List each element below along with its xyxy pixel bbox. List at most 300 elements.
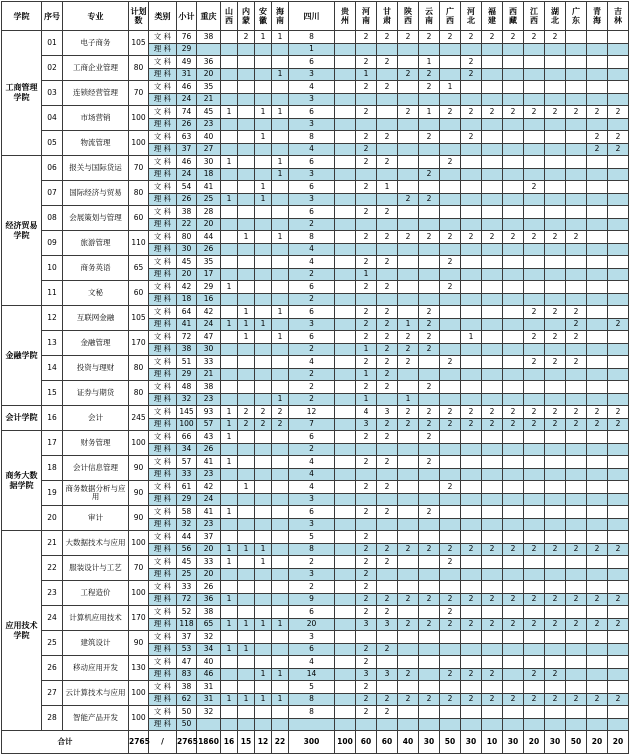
value-cell: 2 — [419, 31, 440, 44]
value-cell — [503, 668, 524, 681]
value-cell — [356, 43, 377, 56]
value-cell — [482, 43, 503, 56]
value-cell — [587, 506, 608, 519]
value-cell — [566, 168, 587, 181]
major-no: 14 — [42, 356, 63, 381]
category-cell: 理 科 — [149, 418, 177, 431]
value-cell: 56 — [177, 543, 197, 556]
value-cell — [398, 443, 419, 456]
plan-count: 105 — [129, 31, 149, 56]
value-cell — [503, 181, 524, 194]
value-cell — [545, 131, 566, 144]
value-cell — [255, 206, 272, 219]
value-cell — [238, 368, 255, 381]
value-cell: 2 — [356, 143, 377, 156]
value-cell: 2 — [419, 231, 440, 244]
value-cell — [608, 681, 629, 694]
value-cell — [608, 706, 629, 719]
header-cell: 学院 — [2, 2, 42, 31]
value-cell — [238, 656, 255, 669]
value-cell — [398, 606, 419, 619]
value-cell — [545, 368, 566, 381]
header-cell: 江 西 — [524, 2, 545, 31]
value-cell: 2 — [566, 306, 587, 319]
value-cell: 28 — [197, 206, 221, 219]
college-name: 会计学院 — [2, 406, 42, 431]
major-name: 金融管理 — [63, 331, 129, 356]
table-row — [2, 81, 629, 94]
value-cell: 20 — [197, 218, 221, 231]
value-cell — [440, 431, 461, 444]
value-cell — [272, 531, 289, 544]
value-cell — [503, 243, 524, 256]
value-cell — [524, 718, 545, 731]
value-cell — [503, 68, 524, 81]
value-cell — [545, 681, 566, 694]
value-cell — [398, 656, 419, 669]
value-cell — [587, 643, 608, 656]
value-cell — [461, 206, 482, 219]
table-row — [2, 681, 629, 694]
value-cell: 2 — [289, 343, 335, 356]
plan-count: 80 — [129, 181, 149, 206]
value-cell: 2 — [419, 431, 440, 444]
major-no: 21 — [42, 531, 63, 556]
value-cell: 1 — [238, 618, 255, 631]
value-cell: 33 — [197, 356, 221, 369]
value-cell: 2 — [377, 256, 398, 269]
value-cell: 33 — [177, 468, 197, 481]
value-cell: 2 — [356, 606, 377, 619]
value-cell: 2 — [356, 206, 377, 219]
total-cell: 50 — [440, 731, 461, 754]
category-cell: 理 科 — [149, 93, 177, 106]
value-cell — [335, 668, 356, 681]
value-cell — [524, 531, 545, 544]
value-cell: 2 — [356, 581, 377, 594]
value-cell: 2 — [587, 693, 608, 706]
value-cell: 2 — [356, 356, 377, 369]
value-cell: 2 — [419, 81, 440, 94]
category-cell: 理 科 — [149, 193, 177, 206]
plan-count: 170 — [129, 606, 149, 631]
value-cell — [440, 43, 461, 56]
value-cell — [419, 356, 440, 369]
major-name: 服装设计与工艺 — [63, 556, 129, 581]
value-cell: 23 — [197, 468, 221, 481]
value-cell — [238, 668, 255, 681]
value-cell — [503, 56, 524, 69]
value-cell — [398, 118, 419, 131]
value-cell: 2 — [356, 106, 377, 119]
value-cell — [587, 568, 608, 581]
value-cell: 2 — [398, 343, 419, 356]
value-cell — [566, 631, 587, 644]
category-cell: 理 科 — [149, 118, 177, 131]
value-cell — [524, 293, 545, 306]
value-cell: 44 — [197, 231, 221, 244]
plan-count: 245 — [129, 406, 149, 431]
major-name: 会计 — [63, 406, 129, 431]
value-cell — [608, 81, 629, 94]
value-cell — [335, 381, 356, 394]
value-cell — [419, 43, 440, 56]
value-cell: 2 — [398, 406, 419, 419]
value-cell — [272, 631, 289, 644]
value-cell: 2 — [419, 306, 440, 319]
value-cell — [608, 631, 629, 644]
value-cell — [272, 81, 289, 94]
value-cell — [255, 168, 272, 181]
value-cell — [461, 493, 482, 506]
value-cell — [335, 681, 356, 694]
value-cell — [238, 468, 255, 481]
value-cell — [272, 268, 289, 281]
value-cell: 41 — [197, 456, 221, 469]
value-cell — [566, 281, 587, 294]
value-cell — [335, 518, 356, 531]
value-cell: 38 — [177, 681, 197, 694]
value-cell: 66 — [177, 431, 197, 444]
value-cell — [587, 318, 608, 331]
value-cell — [335, 581, 356, 594]
value-cell — [398, 281, 419, 294]
value-cell — [335, 143, 356, 156]
value-cell — [197, 718, 221, 731]
value-cell: 4 — [289, 256, 335, 269]
value-cell — [482, 306, 503, 319]
value-cell: 6 — [289, 281, 335, 294]
value-cell: 32 — [197, 631, 221, 644]
value-cell — [566, 443, 587, 456]
value-cell — [255, 256, 272, 269]
value-cell — [377, 293, 398, 306]
value-cell — [461, 256, 482, 269]
value-cell — [335, 331, 356, 344]
value-cell: 2 — [608, 131, 629, 144]
value-cell: 3 — [377, 406, 398, 419]
value-cell — [566, 206, 587, 219]
value-cell: 2 — [419, 418, 440, 431]
value-cell: 48 — [177, 381, 197, 394]
value-cell — [356, 518, 377, 531]
value-cell: 2 — [524, 356, 545, 369]
value-cell — [335, 393, 356, 406]
value-cell: 100 — [177, 418, 197, 431]
value-cell: 26 — [197, 443, 221, 456]
value-cell: 4 — [289, 81, 335, 94]
value-cell — [545, 718, 566, 731]
value-cell — [587, 68, 608, 81]
value-cell: 2 — [377, 131, 398, 144]
value-cell — [272, 481, 289, 494]
category-cell: 理 科 — [149, 343, 177, 356]
value-cell — [255, 306, 272, 319]
value-cell — [377, 118, 398, 131]
category-cell: 理 科 — [149, 218, 177, 231]
value-cell — [524, 568, 545, 581]
major-no: 16 — [42, 406, 63, 431]
value-cell — [221, 93, 238, 106]
value-cell — [461, 293, 482, 306]
value-cell: 26 — [197, 581, 221, 594]
value-cell — [587, 256, 608, 269]
value-cell — [461, 281, 482, 294]
value-cell — [503, 93, 524, 106]
value-cell: 2 — [377, 31, 398, 44]
value-cell: 2 — [377, 368, 398, 381]
value-cell: 1 — [272, 168, 289, 181]
value-cell: 2 — [272, 406, 289, 419]
value-cell — [255, 531, 272, 544]
value-cell — [398, 43, 419, 56]
value-cell — [524, 81, 545, 94]
value-cell — [238, 243, 255, 256]
value-cell — [255, 43, 272, 56]
value-cell: 9 — [289, 593, 335, 606]
value-cell — [503, 556, 524, 569]
value-cell — [545, 181, 566, 194]
value-cell — [587, 93, 608, 106]
value-cell: 2 — [503, 231, 524, 244]
table-row — [2, 481, 629, 494]
value-cell — [272, 581, 289, 594]
value-cell — [503, 193, 524, 206]
value-cell: 2 — [524, 106, 545, 119]
value-cell — [587, 706, 608, 719]
value-cell — [272, 93, 289, 106]
college-name: 商务大数据学院 — [2, 431, 42, 531]
value-cell — [566, 293, 587, 306]
value-cell — [335, 356, 356, 369]
plan-count: 100 — [129, 531, 149, 556]
value-cell: 4 — [289, 243, 335, 256]
value-cell: 65 — [197, 618, 221, 631]
header-cell: 甘 肃 — [377, 2, 398, 31]
total-cell: 10 — [482, 731, 503, 754]
value-cell — [566, 118, 587, 131]
value-cell: 1 — [221, 456, 238, 469]
value-cell: 2 — [566, 406, 587, 419]
value-cell: 2 — [377, 356, 398, 369]
value-cell — [377, 518, 398, 531]
category-cell: 理 科 — [149, 643, 177, 656]
value-cell: 2 — [419, 318, 440, 331]
value-cell — [482, 281, 503, 294]
value-cell — [461, 568, 482, 581]
value-cell: 1 — [272, 331, 289, 344]
category-cell: 理 科 — [149, 718, 177, 731]
value-cell — [335, 556, 356, 569]
value-cell — [238, 93, 255, 106]
value-cell: 2 — [398, 593, 419, 606]
value-cell: 2 — [356, 131, 377, 144]
value-cell: 2 — [440, 606, 461, 619]
value-cell: 1 — [272, 668, 289, 681]
value-cell — [221, 268, 238, 281]
value-cell — [255, 718, 272, 731]
value-cell — [221, 143, 238, 156]
value-cell — [272, 293, 289, 306]
value-cell — [255, 293, 272, 306]
value-cell — [608, 243, 629, 256]
value-cell — [482, 181, 503, 194]
plan-count: 100 — [129, 706, 149, 731]
value-cell: 2 — [482, 618, 503, 631]
value-cell: 20 — [197, 68, 221, 81]
value-cell: 42 — [197, 306, 221, 319]
total-cell: 60 — [377, 731, 398, 754]
category-cell: 理 科 — [149, 443, 177, 456]
value-cell — [503, 606, 524, 619]
value-cell — [566, 368, 587, 381]
value-cell — [566, 393, 587, 406]
value-cell: 6 — [289, 506, 335, 519]
value-cell: 80 — [177, 231, 197, 244]
value-cell: 30 — [197, 343, 221, 356]
value-cell — [419, 481, 440, 494]
value-cell — [238, 56, 255, 69]
value-cell — [335, 543, 356, 556]
value-cell: 54 — [177, 181, 197, 194]
value-cell: 3 — [289, 168, 335, 181]
value-cell — [482, 468, 503, 481]
value-cell — [461, 518, 482, 531]
value-cell — [238, 81, 255, 94]
value-cell: 2 — [566, 318, 587, 331]
value-cell — [419, 393, 440, 406]
value-cell — [221, 531, 238, 544]
value-cell — [545, 43, 566, 56]
value-cell: 2 — [255, 406, 272, 419]
value-cell — [272, 131, 289, 144]
value-cell — [221, 31, 238, 44]
value-cell: 74 — [177, 106, 197, 119]
total-cell: 50 — [566, 731, 587, 754]
value-cell: 2 — [356, 381, 377, 394]
value-cell — [335, 656, 356, 669]
value-cell — [255, 481, 272, 494]
value-cell — [221, 668, 238, 681]
value-cell: 20 — [197, 543, 221, 556]
value-cell — [440, 193, 461, 206]
total-cell: 2765 — [129, 731, 149, 754]
value-cell: 2 — [440, 593, 461, 606]
value-cell: 1 — [221, 643, 238, 656]
value-cell: 2 — [440, 231, 461, 244]
value-cell — [440, 393, 461, 406]
major-no: 05 — [42, 131, 63, 156]
major-no: 18 — [42, 456, 63, 481]
value-cell — [255, 243, 272, 256]
value-cell — [440, 468, 461, 481]
value-cell: 1 — [221, 506, 238, 519]
value-cell — [524, 68, 545, 81]
value-cell: 2 — [566, 356, 587, 369]
value-cell — [608, 393, 629, 406]
total-cell: 16 — [221, 731, 238, 754]
value-cell — [545, 468, 566, 481]
value-cell — [440, 143, 461, 156]
value-cell — [398, 506, 419, 519]
value-cell — [238, 43, 255, 56]
value-cell — [272, 681, 289, 694]
value-cell — [482, 718, 503, 731]
value-cell: 2 — [461, 668, 482, 681]
value-cell — [335, 231, 356, 244]
value-cell — [440, 656, 461, 669]
value-cell: 22 — [177, 218, 197, 231]
value-cell — [545, 456, 566, 469]
value-cell — [238, 193, 255, 206]
value-cell: 2 — [482, 693, 503, 706]
value-cell: 6 — [289, 306, 335, 319]
value-cell: 2 — [356, 656, 377, 669]
value-cell — [461, 218, 482, 231]
value-cell: 3 — [377, 668, 398, 681]
value-cell — [524, 243, 545, 256]
value-cell: 37 — [177, 143, 197, 156]
table-row — [2, 231, 629, 244]
value-cell: 1 — [238, 693, 255, 706]
major-no: 12 — [42, 306, 63, 331]
value-cell: 2 — [545, 31, 566, 44]
category-cell: 文 科 — [149, 506, 177, 519]
value-cell — [255, 118, 272, 131]
value-cell — [587, 656, 608, 669]
value-cell — [524, 606, 545, 619]
category-cell: 文 科 — [149, 281, 177, 294]
value-cell — [503, 531, 524, 544]
value-cell: 2 — [440, 668, 461, 681]
value-cell — [335, 168, 356, 181]
category-cell: 文 科 — [149, 556, 177, 569]
value-cell — [272, 568, 289, 581]
value-cell — [272, 543, 289, 556]
header-cell: 云 南 — [419, 2, 440, 31]
value-cell — [587, 343, 608, 356]
value-cell — [587, 481, 608, 494]
value-cell — [255, 231, 272, 244]
value-cell — [221, 356, 238, 369]
value-cell — [289, 718, 335, 731]
value-cell — [587, 356, 608, 369]
value-cell: 2 — [461, 543, 482, 556]
major-name: 互联网金融 — [63, 306, 129, 331]
value-cell — [524, 431, 545, 444]
value-cell: 4 — [289, 356, 335, 369]
college-name: 经济贸易学院 — [2, 156, 42, 306]
value-cell: 2 — [587, 106, 608, 119]
value-cell — [255, 568, 272, 581]
value-cell — [335, 218, 356, 231]
value-cell: 2 — [524, 231, 545, 244]
value-cell — [272, 493, 289, 506]
value-cell — [221, 393, 238, 406]
category-cell: 文 科 — [149, 131, 177, 144]
value-cell — [272, 431, 289, 444]
value-cell: 72 — [177, 331, 197, 344]
value-cell — [587, 468, 608, 481]
value-cell: 46 — [197, 668, 221, 681]
value-cell: 1 — [255, 318, 272, 331]
value-cell: 2 — [356, 706, 377, 719]
value-cell — [461, 556, 482, 569]
value-cell — [419, 706, 440, 719]
value-cell — [238, 218, 255, 231]
value-cell — [461, 181, 482, 194]
value-cell — [461, 81, 482, 94]
